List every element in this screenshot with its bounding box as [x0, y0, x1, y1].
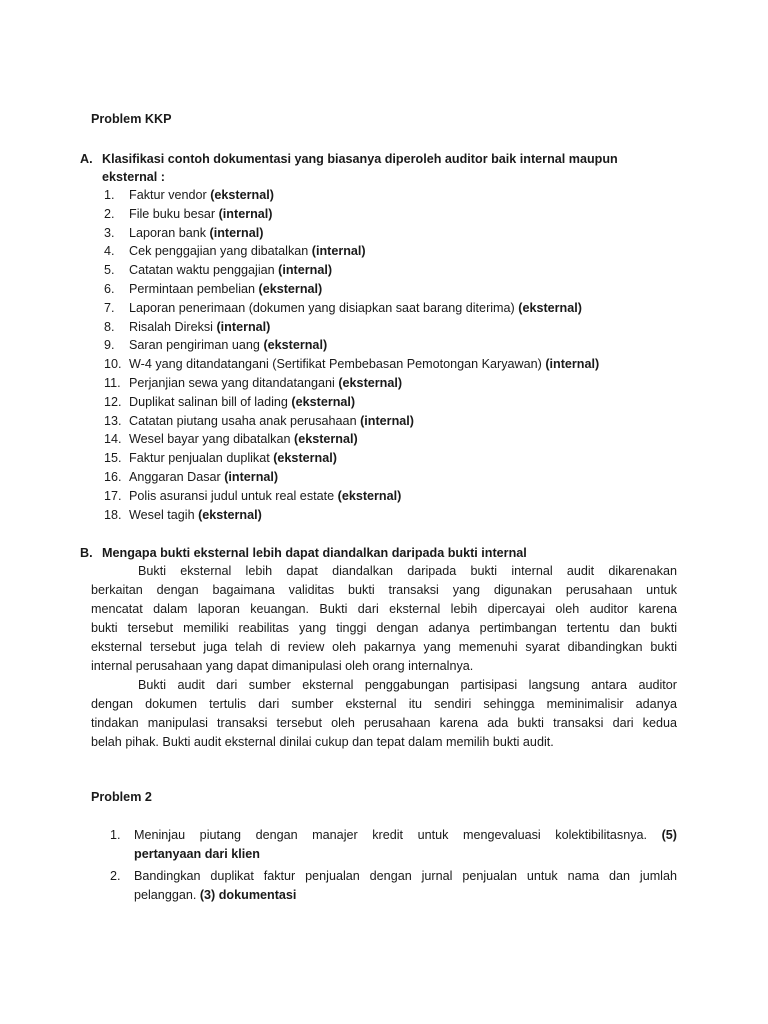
list-item-text: Cek penggajian yang dibatalkan — [129, 244, 312, 259]
list-item-number: 5. — [104, 263, 115, 278]
list-item-tag: (internal) — [218, 206, 273, 221]
list-item — [104, 449, 599, 468]
list-item-number: 2. — [110, 869, 121, 883]
paragraph-line: berkaitan dengan bagaimana validitas bukti transaksi yang digunakan perusahaan untuk — [91, 583, 677, 597]
list-item — [104, 224, 599, 243]
paragraph-line: mencatat dalam laporan keuangan. Bukti dari eksternal lebih dipercayai oleh auditor karena — [91, 602, 677, 616]
list-item-tag: (5) — [661, 828, 677, 842]
list-item-line — [134, 826, 677, 845]
list-item — [110, 826, 677, 864]
list-item — [104, 318, 599, 337]
list-item-number: 17. — [104, 488, 122, 503]
list-item-number: 15. — [104, 451, 122, 466]
list-item-number: 11. — [104, 375, 121, 390]
problem-2-list — [110, 826, 677, 908]
list-item-line — [134, 886, 677, 905]
list-item — [104, 468, 599, 487]
list-item-text: Laporan bank — [129, 225, 210, 240]
list-item-text: Saran pengiriman uang — [129, 338, 264, 353]
section-a-heading-line2: eksternal : — [102, 170, 165, 184]
section-b-paragraph-2 — [91, 676, 677, 752]
classification-list — [104, 186, 599, 524]
section-a-letter: A. — [80, 152, 93, 166]
list-item-tag: (eksternal) — [273, 451, 337, 466]
list-item — [104, 205, 599, 224]
list-item-tag: (eksternal) — [337, 488, 402, 503]
list-item-tag: (eksternal) — [258, 281, 323, 296]
list-item-number: 2. — [104, 206, 115, 221]
section-b-heading — [80, 544, 680, 562]
list-item-tag: (internal) — [360, 413, 414, 428]
paragraph-line: bukti tersebut memiliki reabilitas yang tinggi dengan adanya pertimbangan tertentu dan bukti — [91, 621, 677, 635]
list-item — [104, 261, 599, 280]
list-item-number: 1. — [110, 828, 121, 842]
list-item-text: Faktur vendor — [129, 188, 211, 202]
list-item-number: 8. — [104, 319, 115, 334]
list-item — [110, 867, 677, 905]
list-item — [104, 393, 599, 412]
section-a-heading — [80, 150, 680, 186]
list-item-text: File buku besar — [129, 206, 219, 221]
list-item-line — [134, 867, 677, 886]
paragraph-line: internal perusahaan yang dapat dimanipulasi oleh orang internalnya. — [91, 659, 474, 673]
list-item-text: Faktur penjualan duplikat — [129, 451, 274, 466]
list-item — [104, 242, 599, 261]
list-item-text: Duplikat salinan bill of lading — [129, 394, 292, 409]
list-item-number: 3. — [104, 225, 115, 240]
list-item — [104, 336, 599, 355]
list-item-tag: (eksternal) — [291, 394, 356, 409]
list-item-text: Laporan penerimaan (dokumen yang disiapkan saat barang diterima) — [129, 300, 519, 315]
list-item-tag: (internal) — [216, 319, 271, 334]
list-item-text: Risalah Direksi — [129, 319, 217, 334]
paragraph-line: Bukti audit dari sumber eksternal penggabungan partisipasi langsung antara auditor — [138, 678, 677, 692]
list-item-text: Catatan piutang usaha anak perusahaan — [129, 413, 361, 428]
list-item-number: 13. — [104, 413, 122, 428]
list-item — [104, 299, 599, 318]
paragraph-line: Bukti eksternal lebih dapat diandalkan daripada bukti internal audit dikarenakan — [138, 564, 677, 578]
paragraph-line: tindakan manipulasi transaksi tersebut oleh perusahaan karena ada bukti transaksi dari kedua — [91, 716, 677, 730]
list-item-number: 10. — [104, 357, 122, 372]
list-item-tag: (eksternal) — [198, 507, 262, 522]
list-item-text: Wesel tagih — [129, 507, 199, 522]
list-item-text: Perjanjian sewa yang ditandatangani — [129, 375, 339, 390]
list-item-tag: (internal) — [278, 263, 333, 278]
list-item-tag: pertanyaan dari klien — [134, 847, 260, 861]
list-item-tag: (3) dokumentasi — [199, 888, 297, 902]
list-item-text: pelanggan. — [134, 888, 200, 902]
list-item-tag: (eksternal) — [294, 432, 358, 447]
list-item — [104, 487, 599, 506]
list-item-number: 16. — [104, 469, 122, 484]
list-item — [104, 280, 599, 299]
section-b-heading-text: Mengapa bukti eksternal lebih dapat diandalkan daripada bukti internal — [102, 546, 527, 560]
paragraph-line: dengan dokumen tertulis dari sumber eksternal itu sendiri sehingga meminimalisir adanya — [91, 697, 677, 711]
paragraph-line: belah pihak. Bukti audit eksternal dinilai cukup dan tepat dalam memilih bukti audit. — [91, 735, 554, 749]
list-item-text: W-4 yang ditandatangani (Sertifikat Pembebasan Pemotongan Karyawan) — [129, 357, 546, 372]
list-item-number: 4. — [104, 244, 115, 259]
problem-kkp-title: Problem KKP — [91, 112, 172, 126]
list-item-tag: (eksternal) — [518, 300, 582, 315]
section-b-letter: B. — [80, 546, 93, 560]
list-item — [104, 374, 599, 393]
list-item-number: 18. — [104, 507, 122, 522]
list-item-number: 9. — [104, 338, 115, 353]
list-item-text: Wesel bayar yang dibatalkan — [129, 432, 294, 447]
list-item-number: 1. — [104, 188, 115, 202]
list-item-number: 14. — [104, 432, 122, 447]
list-item-tag: (eksternal) — [263, 338, 328, 353]
list-item-tag: (eksternal) — [338, 375, 403, 390]
list-item-line — [134, 845, 677, 864]
list-item-number: 12. — [104, 394, 122, 409]
section-a-heading-line1: Klasifikasi contoh dokumentasi yang biasanya diperoleh auditor baik internal maupun — [102, 152, 618, 166]
list-item-tag: (internal) — [311, 244, 366, 259]
list-item-text: Catatan waktu penggajian — [129, 263, 279, 278]
list-item — [104, 506, 599, 525]
list-item — [104, 430, 599, 449]
list-item-text: Meninjau piutang dengan manajer kredit untuk mengevaluasi kolektibilitasnya. — [134, 828, 662, 842]
list-item — [104, 186, 599, 205]
list-item-text: Bandingkan duplikat faktur penjualan dengan jurnal penjualan untuk nama dan jumlah — [134, 869, 677, 883]
problem-2-title: Problem 2 — [91, 790, 152, 804]
paragraph-line: eksternal tersebut juga telah di review oleh pakarnya yang memenuhi syarat dibandingkan bukti — [91, 640, 677, 654]
list-item-text: Permintaan pembelian — [129, 281, 259, 296]
list-item-number: 7. — [104, 300, 115, 315]
list-item-tag: (internal) — [209, 225, 264, 240]
list-item-tag: (internal) — [224, 469, 279, 484]
list-item-number: 6. — [104, 281, 115, 296]
list-item-tag: (eksternal) — [210, 188, 274, 202]
list-item — [104, 412, 599, 431]
list-item-text: Anggaran Dasar — [129, 469, 225, 484]
list-item-text: Polis asuransi judul untuk real estate — [129, 488, 338, 503]
list-item-tag: (internal) — [545, 357, 600, 372]
list-item — [104, 355, 599, 374]
section-b-paragraph-1 — [91, 562, 677, 676]
